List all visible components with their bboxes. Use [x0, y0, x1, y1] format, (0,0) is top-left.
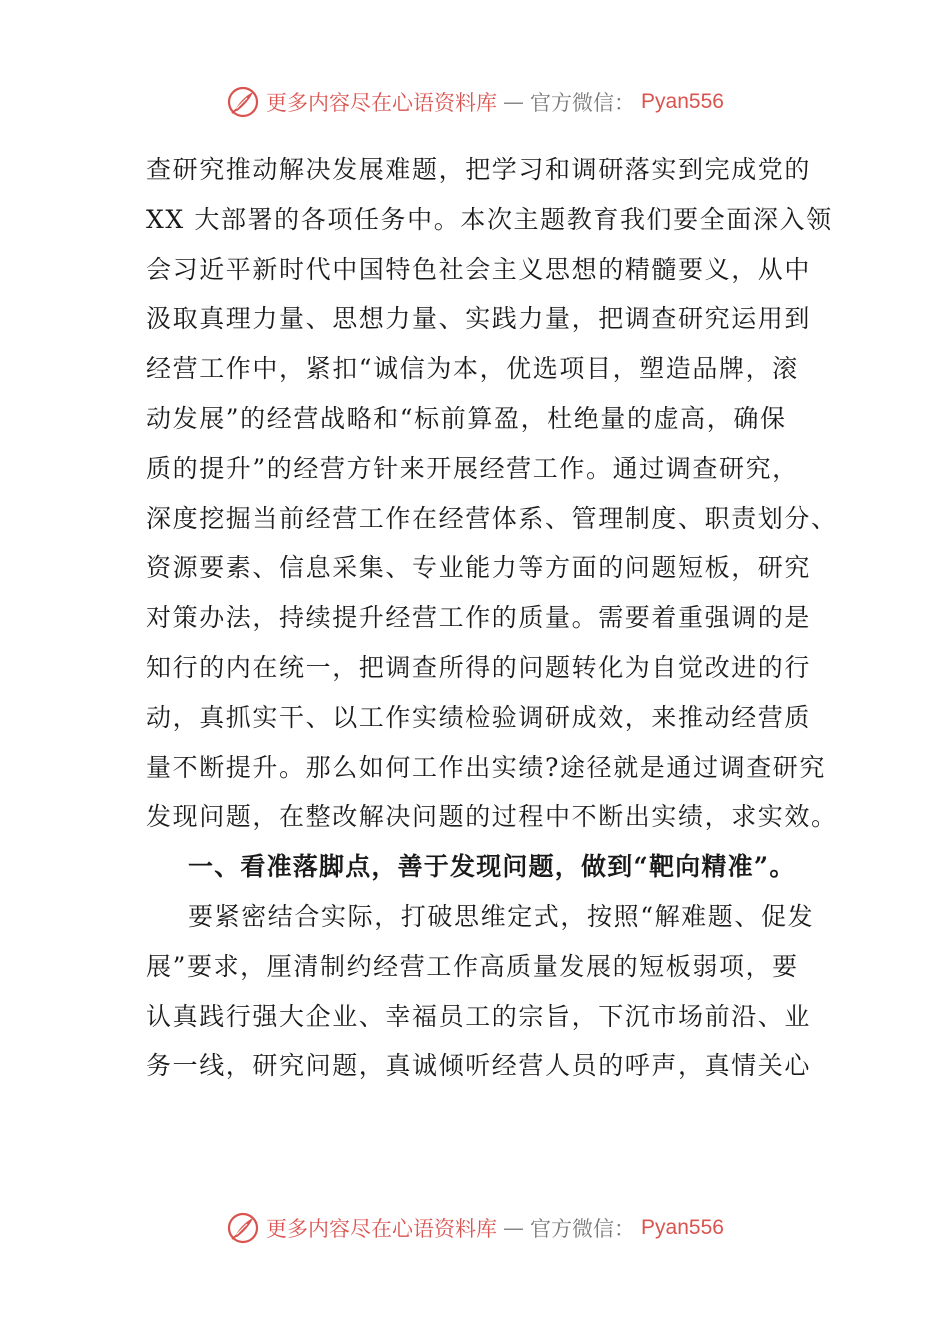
body-line: 知行的内在统一，把调查所得的问题转化为自觉改进的行: [146, 652, 812, 682]
body-line: 动，真抓实干、以工作实绩检验调研成效，来推动经营质: [146, 702, 812, 732]
watermark-wechat-id: Pyan556: [641, 90, 724, 113]
footer-watermark: [0, 1208, 950, 1248]
section-heading: 一、看准落脚点，善于发现问题，做到“靶向精准”。: [188, 852, 796, 882]
body-line: 展”要求，厘清制约经营工作高质量发展的短板弱项，要: [146, 951, 799, 981]
body-line: 发现问题，在整改解决问题的过程中不断出实绩，求实效。: [146, 802, 838, 832]
feather-pen-logo-icon: [226, 1211, 260, 1245]
watermark-dash: —: [503, 90, 525, 114]
body-line: 对策办法，持续提升经营工作的质量。需要着重强调的是: [146, 603, 812, 633]
body-line: 会习近平新时代中国特色社会主义思想的精髓要义，从中: [146, 254, 812, 284]
body-line: 动发展”的经营战略和“标前算盈，杜绝量的虚高，确保: [146, 403, 787, 433]
feather-pen-logo-icon: [226, 85, 260, 119]
header-watermark: [0, 82, 950, 122]
watermark-wechat-id: Pyan556: [641, 1216, 724, 1239]
watermark-library-name: 更多内容尽在心语资料库: [266, 1217, 498, 1241]
body-line: 深度挖掘当前经营工作在经营体系、管理制度、职责划分、: [146, 503, 838, 533]
body-line: XX 大部署的各项任务中。本次主题教育我们要全面深入领: [146, 204, 833, 234]
watermark-wechat-label: 官方微信：: [530, 91, 636, 115]
body-line: 务一线，研究问题，真诚倾听经营人员的呼声，真情关心: [146, 1051, 812, 1081]
body-line: 汲取真理力量、思想力量、实践力量，把调查研究运用到: [146, 304, 812, 334]
body-line: 经营工作中，紧扣“诚信为本，优选项目，塑造品牌，滚: [146, 354, 799, 384]
watermark-library-name: 更多内容尽在心语资料库: [266, 91, 498, 115]
body-line: 资源要素、信息采集、专业能力等方面的问题短板，研究: [146, 553, 812, 583]
watermark-dash: —: [503, 1216, 525, 1240]
body-line: 要紧密结合实际，打破思维定式，按照“解难题、促发: [188, 901, 815, 931]
body-line: 质的提升”的经营方针来开展经营工作。通过调查研究，: [146, 453, 799, 483]
body-line: 查研究推动解决发展难题，把学习和调研落实到完成党的: [146, 155, 812, 184]
document-body: [146, 145, 838, 1091]
watermark-wechat-label: 官方微信：: [530, 1217, 636, 1241]
body-line: 量不断提升。那么如何工作出实绩?途径就是通过调查研究: [146, 752, 827, 782]
body-line: 认真践行强大企业、幸福员工的宗旨，下沉市场前沿、业: [146, 1001, 812, 1031]
